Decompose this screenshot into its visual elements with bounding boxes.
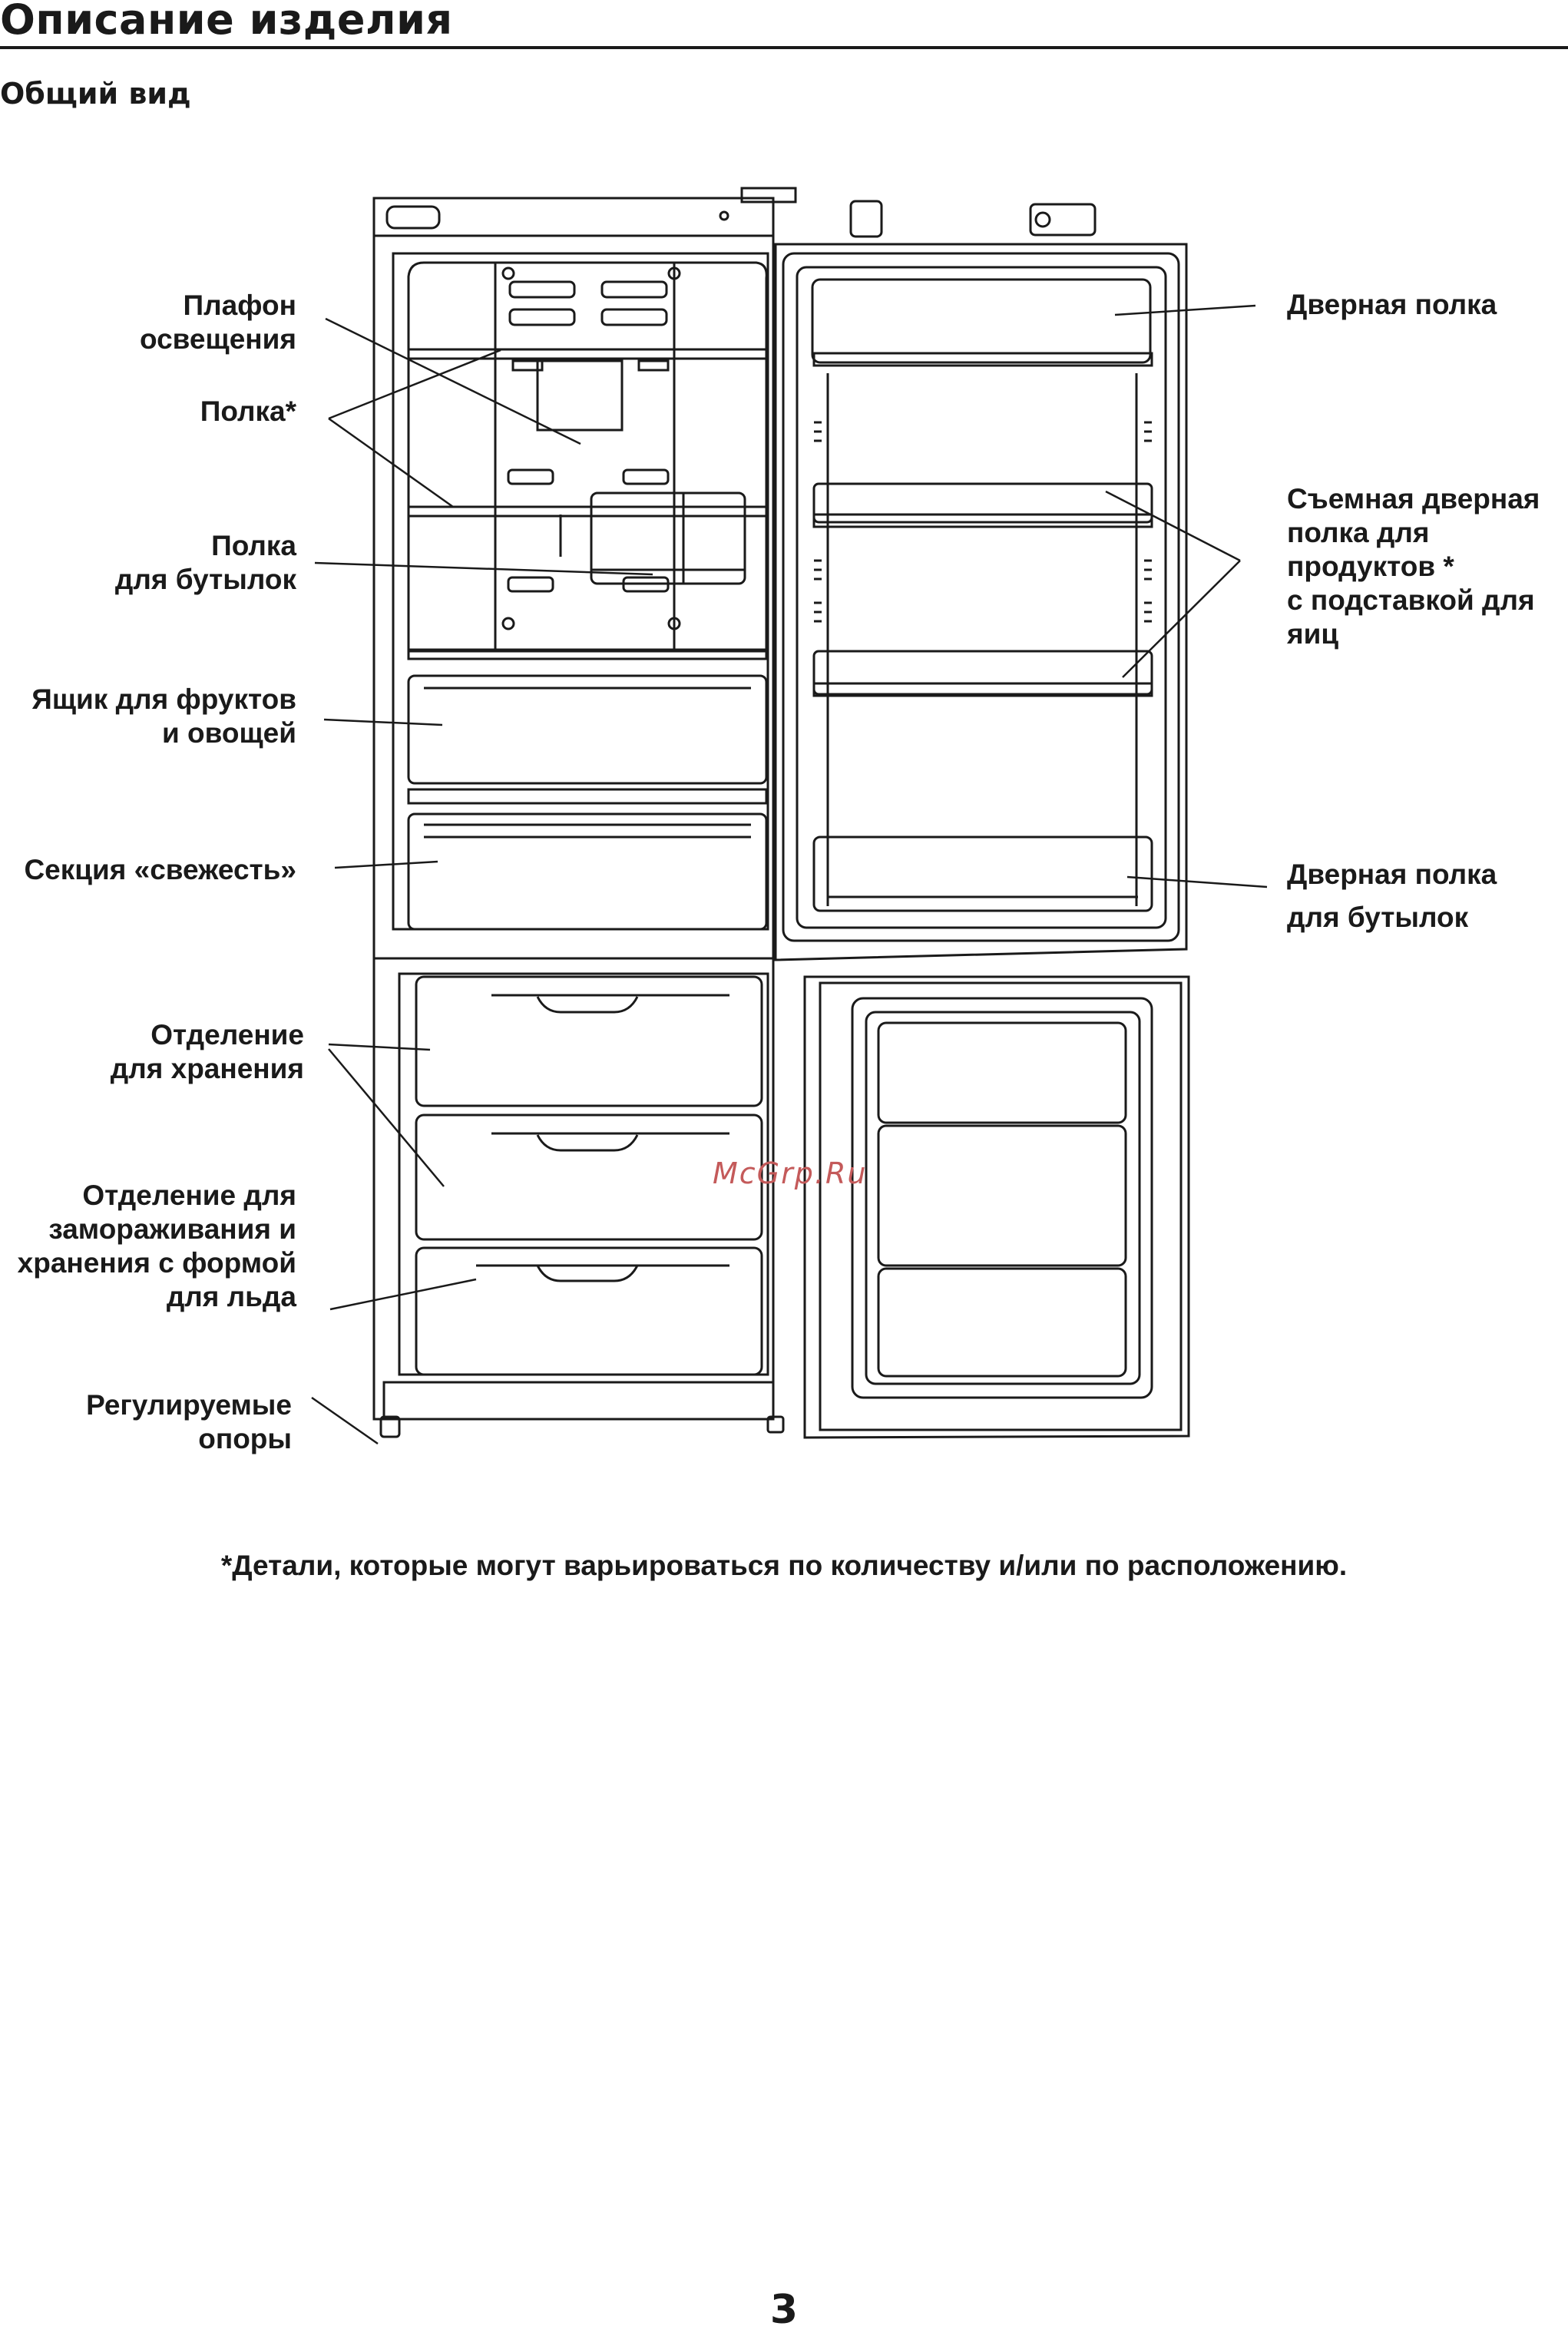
leader-shelf-1	[329, 350, 501, 419]
leader-light	[326, 319, 581, 444]
page-number: 3	[769, 2287, 799, 2333]
label-freezing-line-2: замораживания и	[48, 1213, 296, 1245]
leader-shelf-2	[329, 419, 453, 507]
label-freezing-line-3: хранения с формой	[17, 1247, 296, 1279]
leader-freezing	[330, 1279, 476, 1309]
label-door-shelf	[1287, 288, 1497, 322]
label-light-line-1: Плафон	[183, 290, 296, 321]
label-fruit-box	[15, 683, 296, 750]
label-bottle-shelf-line-1: Полка	[211, 530, 296, 561]
leader-removable-2	[1123, 561, 1240, 677]
label-feet-line-1: Регулируемые	[86, 1389, 292, 1421]
label-fresh-section	[15, 853, 296, 887]
label-door-bottle-shelf	[1287, 853, 1497, 939]
label-shelf-line-1: Полка*	[200, 395, 296, 427]
label-removable-door-shelf	[1287, 482, 1540, 651]
label-removable-line-2: полка для	[1287, 517, 1430, 548]
fridge-compartment-outline	[393, 253, 768, 929]
leader-storage	[329, 1044, 430, 1050]
leader-door-bottle	[1127, 877, 1267, 887]
label-removable-line-3: продуктов *	[1287, 551, 1454, 582]
label-storage-line-2: для хранения	[110, 1053, 304, 1084]
label-removable-line-5: яиц	[1287, 618, 1339, 650]
watermark: McGrp.Ru	[713, 1156, 868, 1190]
label-feet	[69, 1388, 292, 1456]
label-light-line-2: освещения	[139, 323, 296, 355]
label-fresh-section-line-1: Секция «свежесть»	[24, 854, 296, 885]
footnote: *Детали, которые могут варьироваться по количеству и/или по расположению.	[220, 1550, 1348, 1581]
fridge-body-outline	[374, 198, 773, 1419]
label-storage-line-1: Отделение	[151, 1019, 304, 1051]
label-bottle-shelf-line-2: для бутылок	[114, 564, 296, 595]
page-title: Описание изделия	[0, 0, 453, 44]
label-removable-line-1: Съемная дверная	[1287, 483, 1540, 515]
label-feet-line-2: опоры	[198, 1423, 292, 1454]
label-door-bottle-line-2: для бутылок	[1287, 902, 1469, 933]
label-fruit-box-line-2: и овощей	[161, 717, 296, 749]
label-door-shelf-line-1: Дверная полка	[1287, 289, 1497, 320]
label-bottle-shelf	[100, 529, 296, 597]
label-light	[138, 289, 296, 356]
label-shelf	[138, 395, 296, 429]
label-storage-compartment	[100, 1018, 304, 1086]
label-removable-line-4: с подставкой для	[1287, 584, 1535, 616]
section-subtitle: Общий вид	[0, 77, 191, 111]
leader-feet	[312, 1398, 378, 1444]
label-freezing-line-4: для льда	[166, 1281, 296, 1312]
label-freezing-compartment	[15, 1179, 296, 1314]
leader-fresh-section	[335, 862, 438, 868]
leader-storage-2	[329, 1049, 444, 1186]
label-fruit-box-line-1: Ящик для фруктов	[31, 683, 296, 715]
leader-fruit-box	[324, 720, 442, 725]
label-freezing-line-1: Отделение для	[82, 1180, 296, 1211]
label-door-bottle-line-1: Дверная полка	[1287, 859, 1497, 890]
